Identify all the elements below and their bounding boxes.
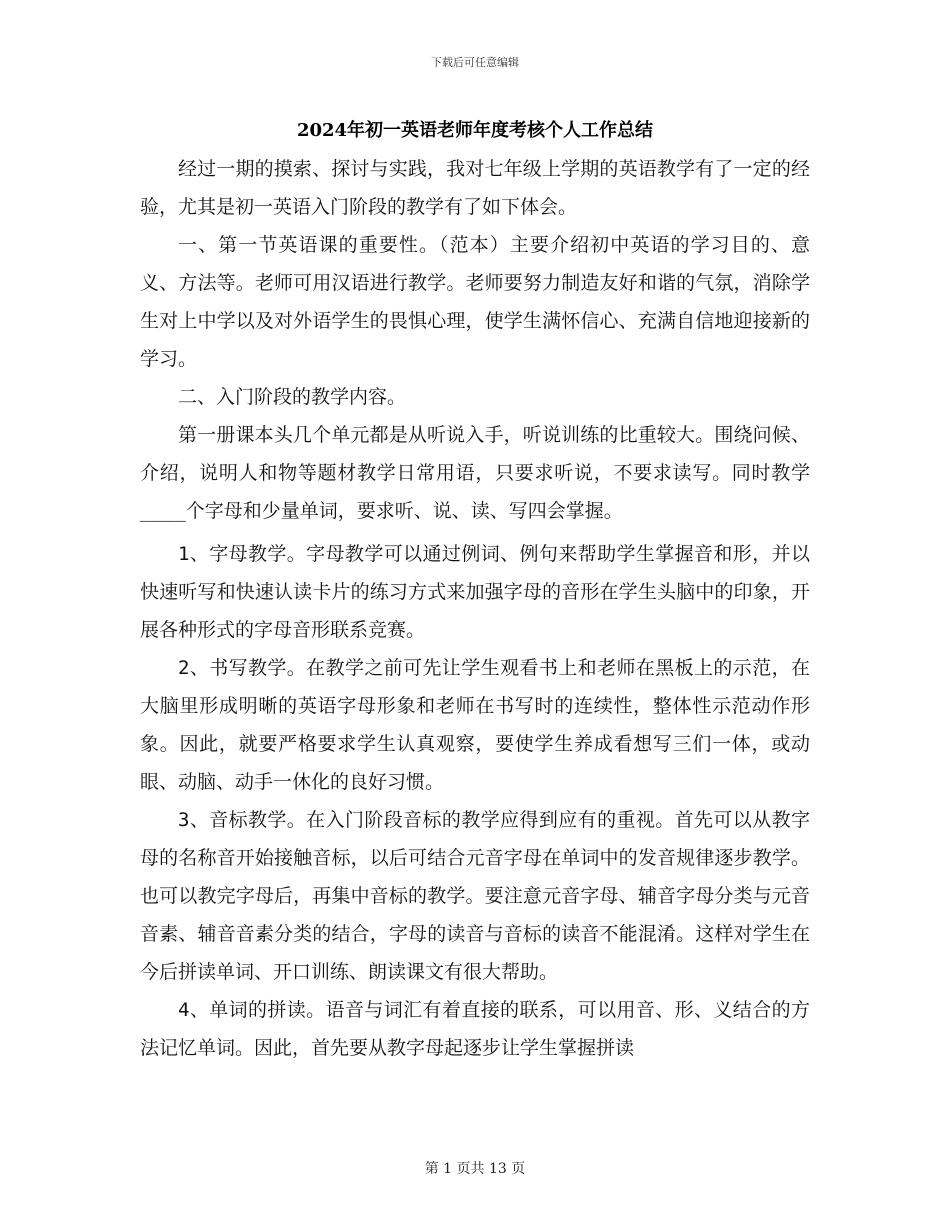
paragraph-writing: 2、书写教学。在教学之前可先让学生观看书上和老师在黑板上的示范，在大脑里形成明晰的英语字母形象和老师在书写时的连续性，整体性示范动作形象。因此，就要严格要求学生认真观察，要使学生养成看想写三们一体，或动眼、动脑、动手一休化的良好习惯。 (140, 657, 810, 793)
paragraph-letters: 1、字母教学。字母教学可以通过例词、例句来帮助学生掌握音和形，并以快速听写和快速认读卡片的练习方式来加强字母的音形在学生头脑中的印象，开展各种形式的字母音形联系竞赛。 (140, 543, 810, 641)
paragraph-phonetics: 3、音标教学。在入门阶段音标的教学应得到应有的重视。首先可以从教字母的名称音开始接触音标，以后可结合元音字母在单词中的发音规律逐步教学。也可以教完字母后，再集中音标的教学。要注意元音字母、辅音字母分类与元音音素、辅音音素分类的结合，字母的读音与音标的读音不能混淆。这样对学生在今后拼读单词、开口训练、朗读课文有很大帮助。 (140, 809, 810, 983)
document-body (140, 150, 810, 1067)
page-footer: 第 1 页共 13 页 (424, 1161, 526, 1177)
paragraph-intro: 经过一期的摸索、探讨与实践，我对七年级上学期的英语教学有了一定的经验，尤其是初一英语入门阶段的教学有了如下体会。 (140, 158, 810, 218)
paragraph-content: 第一册课本头几个单元都是从听说入手，听说训练的比重较大。围绕问候、介绍，说明人和物等题材教学日常用语，只要求听说，不要求读写。同时教学____个字母和少量单词，要求听、说、读、写四会掌握。 (140, 424, 810, 522)
paragraph-section-2: 二、入门阶段的教学内容。 (178, 386, 407, 408)
paragraph-section-1: 一、第一节英语课的重要性。（范本）主要介绍初中英语的学习目的、意义、方法等。老师可用汉语进行教学。老师要努力制造友好和谐的气氛，消除学生对上中学以及对外语学生的畏惧心理，使学生满怀信心、充满自信地迎接新的学习。 (140, 234, 810, 370)
document-title: 2024年初一英语老师年度考核个人工作总结 (296, 120, 654, 141)
page-header: 下载后可任意编辑 (431, 56, 519, 69)
paragraph-spelling: 4、单词的拼读。语音与词汇有着直接的联系，可以用音、形、义结合的方法记忆单词。因此，首先要从教字母起逐步让学生掌握拼读 (140, 999, 810, 1059)
